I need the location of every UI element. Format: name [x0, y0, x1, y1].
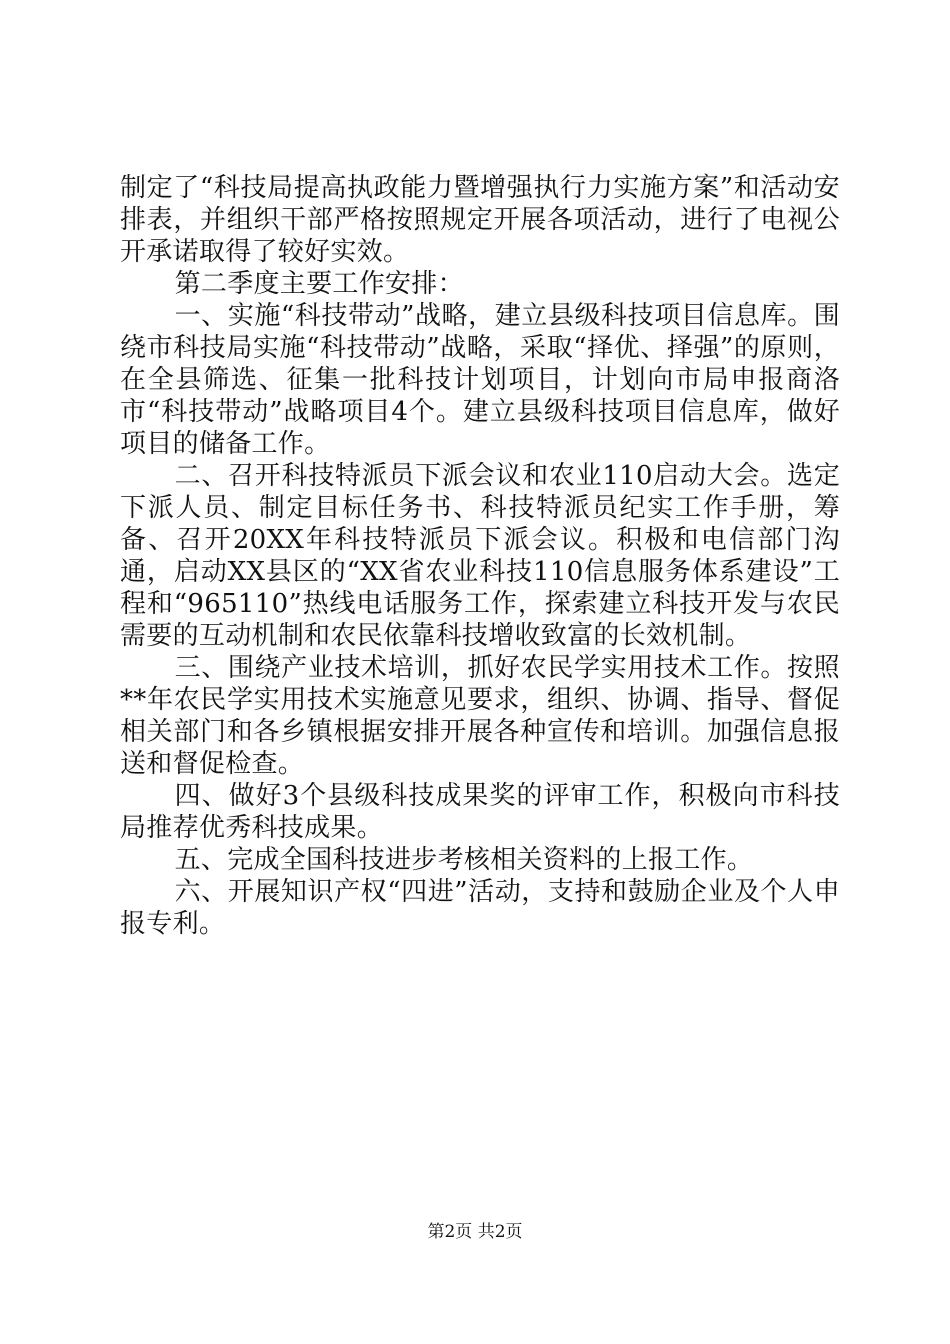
paragraph-continuation: 制定了“科技局提高执政能力暨增强执行力实施方案”和活动安排表，并组织干部严格按照规定开展各项活动，进行了电视公开承诺取得了较好实效。 — [120, 173, 840, 267]
document-body — [120, 172, 840, 940]
paragraph-section-heading: 第二季度主要工作安排： — [174, 269, 464, 299]
page-footer: 第2页 共2页 — [427, 1222, 523, 1242]
paragraph-item-6: 六、开展知识产权“四进”活动，支持和鼓励企业及个人申报专利。 — [120, 877, 840, 939]
paragraph-item-2: 二、召开科技特派员下派会议和农业110启动大会。选定下派人员、制定目标任务书、科技特派员纪实工作手册，筹备、召开20XX年科技特派员下派会议。积极和电信部门沟通，启动XX县区的“XX省农业科技110信息服务体系建设”工程和“965110”热线电话服务工作，探索建立科技开发与农民需要的互动机制和农民依靠科技增收致富的长效机制。 — [120, 461, 840, 651]
paragraph-item-1: 一、实施“科技带动”战略，建立县级科技项目信息库。围绕市科技局实施“科技带动”战略，采取“择优、择强”的原则，在全县筛选、征集一批科技计划项目，计划向市局申报商洛市“科技带动”战略项目4个。建立县级科技项目信息库，做好项目的储备工作。 — [120, 301, 840, 459]
paragraph-item-3: 三、围绕产业技术培训，抓好农民学实用技术工作。按照**年农民学实用技术实施意见要求，组织、协调、指导、督促相关部门和各乡镇根据安排开展各种宣传和培训。加强信息报送和督促检查。 — [120, 653, 840, 779]
paragraph-item-4: 四、做好3个县级科技成果奖的评审工作，积极向市科技局推荐优秀科技成果。 — [120, 781, 840, 843]
paragraph-item-5: 五、完成全国科技进步考核相关资料的上报工作。 — [174, 845, 754, 875]
